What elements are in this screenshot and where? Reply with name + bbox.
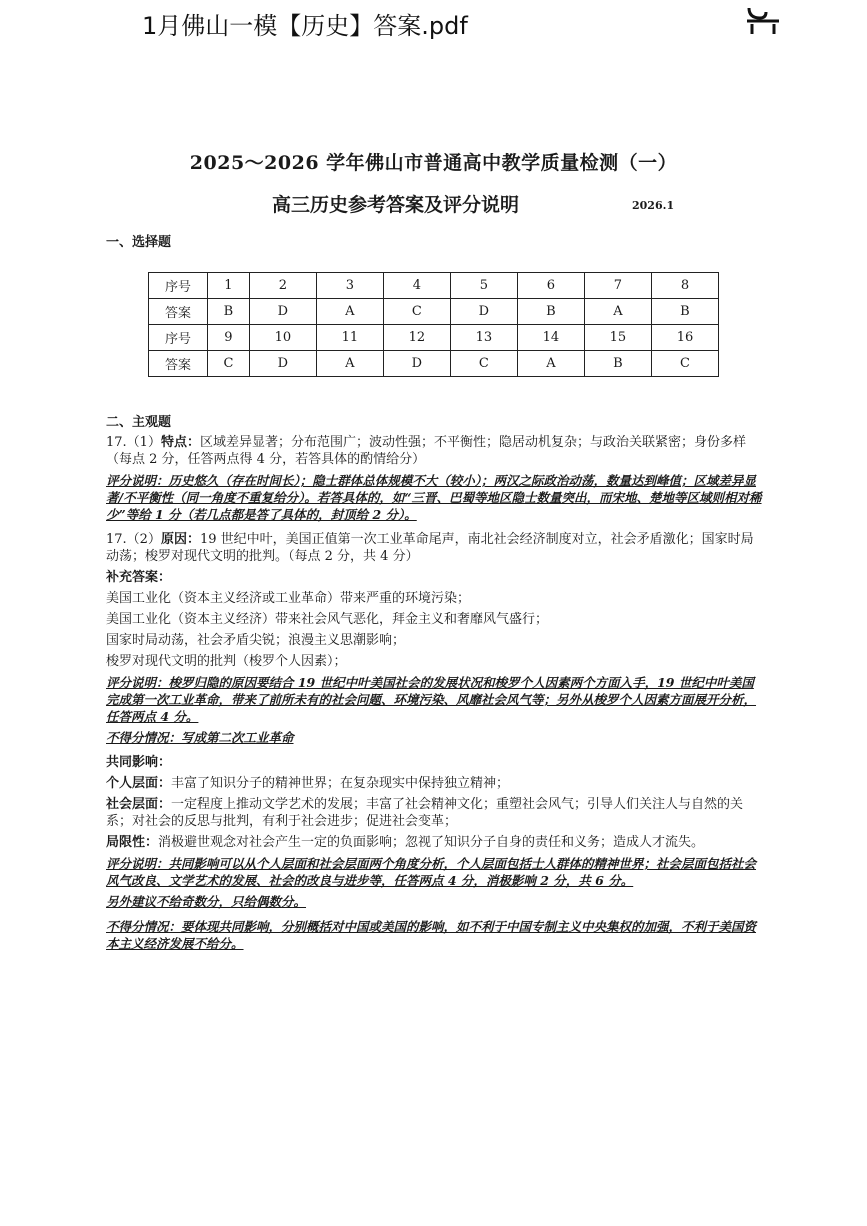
table-cell: 2 — [249, 273, 316, 299]
table-cell: B — [584, 351, 651, 377]
supplement-item: 美国工业化（资本主义经济或工业革命）带来严重的环境污染； — [106, 591, 471, 606]
table-cell: B — [208, 299, 250, 325]
table-header-cell: 答案 — [149, 351, 208, 377]
table-header-cell: 答案 — [149, 299, 208, 325]
table-cell: A — [584, 299, 651, 325]
answer-body — [106, 434, 762, 960]
table-cell: 16 — [651, 325, 718, 351]
supplement-item: 国家时局动荡，社会矛盾尖锐；浪漫主义思潮影响； — [106, 633, 406, 648]
table-cell: 14 — [517, 325, 584, 351]
table-cell: 9 — [208, 325, 250, 351]
impact-limitation: 局限性：消极避世观念对社会产生一定的负面影响；忽视了知识分子自身的责任和义务；造成人才流失。 — [106, 835, 705, 850]
document-subtitle: 高三历史参考答案及评分说明 — [272, 194, 520, 216]
impact-personal: 个人层面：丰富了知识分子的精神世界；在复杂现实中保持独立精神； — [106, 776, 510, 791]
table-cell: B — [517, 299, 584, 325]
table-cell: C — [208, 351, 250, 377]
table-cell: 5 — [450, 273, 517, 299]
supplement-item: 美国工业化（资本主义经济）带来社会风气恶化，拜金主义和奢靡风气盛行； — [106, 612, 549, 627]
table-cell: D — [249, 351, 316, 377]
document-title: 2025～2026 学年佛山市普通高中教学质量检测（一） — [189, 152, 678, 174]
q17-2-text: 19 世纪中叶，美国正值第一次工业革命尾声，南北社会经济制度对立，社会矛盾激化；国家时局动荡；梭罗对现代文明的批判。（每点 2 分，共 4 分） — [106, 532, 754, 564]
q17-2-answer — [106, 531, 762, 565]
table-row-answers-2 — [149, 351, 719, 377]
table-cell: D — [450, 299, 517, 325]
table-row-numbers-1 — [149, 273, 719, 299]
table-cell: 15 — [584, 325, 651, 351]
table-cell: C — [450, 351, 517, 377]
q17-2-no-score-note: 不得分情况：写成第二次工业革命 — [106, 730, 294, 745]
table-cell: 7 — [584, 273, 651, 299]
q17-2-scoring-note: 评分说明：梭罗归隐的原因要结合 19 世纪中叶美国社会的发展状况和梭罗个人因素两个方面入手，19 世纪中叶美国完成第一次工业革命，带来了前所未有的社会问题、环境污染、风靡社会风气等；另外从梭罗个人因素方面展开分析，任答两点 4 分。 — [106, 675, 757, 724]
table-header-cell: 序号 — [149, 325, 208, 351]
table-cell: A — [316, 299, 383, 325]
section-multiple-choice: 一、选择题 — [106, 235, 172, 250]
table-row-answers-1 — [149, 299, 719, 325]
table-cell: C — [651, 351, 718, 377]
supplement-item: 梭罗对现代文明的批判（梭罗个人因素）； — [106, 654, 347, 669]
document-filename: 1月佛山一模【历史】答案.pdf — [142, 12, 468, 40]
table-cell: D — [249, 299, 316, 325]
bookmark-corner-icon[interactable] — [746, 6, 780, 36]
table-cell: D — [383, 351, 450, 377]
table-cell: 1 — [208, 273, 250, 299]
q17-1-scoring-note: 评分说明：历史悠久（存在时间长）；隐士群体总体规模不大（较小）；两汉之际政治动荡，数量达到峰值；区域差异显著/不平衡性（同一角度不重复给分）。若答具体的，如“三晋、巴蜀等地区隐士数量突出，而宋地、楚地等区域则相对稀少”等给 1 分（若几点都是答了具体的，封顶给 2 分）。 — [106, 473, 762, 522]
supplement-heading: 补充答案： — [106, 570, 172, 585]
table-row-numbers-2 — [149, 325, 719, 351]
q17-2-prefix: 17.（2） — [106, 532, 161, 547]
q17-1-text: 区域差异显著；分布范围广；波动性强；不平衡性；隐居动机复杂；与政治关联紧密；身份多样（每点 2 分，任答两点得 4 分，若答具体的酌情给分） — [106, 435, 746, 467]
impact-social: 社会层面：一定程度上推动文学艺术的发展；丰富了社会精神文化；重塑社会风气；引导人们关注人与自然的关系；对社会的反思与批判，有利于社会进步；促进社会变革； — [106, 797, 744, 829]
impact-scoring-note: 评分说明：共同影响可以从个人层面和社会层面两个角度分析，个人层面包括士人群体的精神世界；社会层面包括社会风气改良、文学艺术的发展、社会的改良与进步等，任答两点 4 分，消极影响 2 分，共 6 分。 — [106, 856, 757, 888]
q17-1-label: 特点： — [160, 435, 200, 450]
table-cell: 8 — [651, 273, 718, 299]
q17-1-prefix: 17.（1） — [106, 435, 161, 450]
table-cell: B — [651, 299, 718, 325]
table-cell: 12 — [383, 325, 450, 351]
answer-table — [148, 272, 719, 377]
document-date: 2026.1 — [632, 199, 675, 212]
table-cell: 10 — [249, 325, 316, 351]
table-header-cell: 序号 — [149, 273, 208, 299]
table-cell: 13 — [450, 325, 517, 351]
q17-1-answer — [106, 434, 762, 468]
table-cell: C — [383, 299, 450, 325]
viewer-toolbar — [0, 0, 867, 44]
section-subjective: 二、主观题 — [106, 415, 172, 430]
impact-heading: 共同影响： — [106, 755, 172, 770]
table-cell: A — [517, 351, 584, 377]
impact-no-score-note: 不得分情况：要体现共同影响，分别概括对中国或美国的影响，如不利于中国专制主义中央集权的加强，不利于美国资本主义经济发展不给分。 — [106, 919, 757, 951]
table-cell: 4 — [383, 273, 450, 299]
table-cell: A — [316, 351, 383, 377]
table-cell: 11 — [316, 325, 383, 351]
impact-even-score-note: 另外建议不给奇数分，只给偶数分。 — [106, 894, 307, 909]
table-cell: 3 — [316, 273, 383, 299]
q17-2-label: 原因： — [160, 532, 200, 547]
table-cell: 6 — [517, 273, 584, 299]
